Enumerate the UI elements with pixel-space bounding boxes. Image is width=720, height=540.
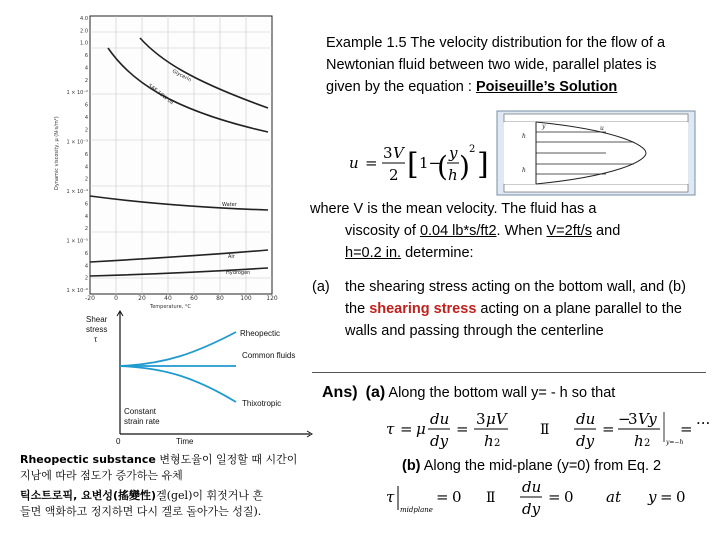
svg-text:=: =: [456, 420, 469, 438]
where-line-2: [310, 220, 690, 242]
part-a-label: (a): [312, 279, 330, 295]
velocity-value: V=2ft/s: [546, 223, 593, 239]
svg-text:y: y: [449, 144, 458, 162]
diagram-label-u: u: [600, 125, 604, 132]
ans-a-label: (a): [365, 384, 386, 401]
svg-text:μ: μ: [416, 420, 426, 438]
svg-text:=: =: [680, 420, 693, 438]
curve-label-hydrogen: Hydrogen: [226, 270, 251, 276]
y-tick-label: 2: [84, 77, 88, 84]
rheopectic-definition: [20, 452, 297, 484]
svg-text:at: at: [606, 488, 621, 506]
svg-text:=: =: [602, 420, 615, 438]
svg-text:τ: τ: [386, 420, 395, 438]
rheology-chart: [76, 308, 316, 448]
y-tick-label: 2.0: [80, 28, 88, 35]
thixotropic-def-2: 들면 액화하고 정지하면 다시 겔로 돌아가는 성질).: [20, 505, 262, 518]
svg-text:du: du: [576, 410, 596, 428]
where-line-3: [310, 242, 690, 264]
svg-text:Vy: Vy: [638, 410, 657, 428]
x-tick-label: 100: [240, 295, 252, 302]
svg-text:=: =: [436, 488, 449, 506]
svg-text:−: −: [618, 410, 631, 428]
svg-text:=: =: [660, 488, 673, 506]
y-tick-label: 4.0: [80, 16, 88, 22]
rheology-y-label-3: τ: [94, 335, 98, 344]
viscosity-x-axis-label: Temperature, °C: [150, 304, 191, 310]
rheology-x-label: Time: [176, 437, 194, 446]
x-tick-label: 40: [164, 295, 172, 302]
diagram-label-h-top: h: [522, 133, 526, 140]
svg-text:3: 3: [476, 410, 486, 428]
svg-text:2: 2: [469, 144, 476, 155]
viscosity-value: 0.04 lb*s/ft2: [419, 223, 497, 239]
rheopectic-term: Rheopectic substance: [20, 453, 156, 466]
y-tick-label: 4: [84, 114, 88, 121]
ans-a-text: Along the bottom wall y= - h so that: [385, 385, 616, 401]
part-a-text: [345, 276, 690, 342]
y-tick-label: 6: [84, 102, 88, 109]
svg-text:2: 2: [389, 166, 399, 184]
svg-text:=: =: [400, 420, 413, 438]
diagram-label-h-bottom: h: [522, 167, 526, 174]
svg-text:0: 0: [564, 488, 574, 506]
svg-text:3: 3: [383, 144, 393, 162]
y-tick-label: 4: [84, 65, 88, 72]
rheopectic-def-2: 지남에 따라 점도가 증가하는 유체: [20, 469, 183, 482]
thixotropic-definition: [20, 488, 263, 520]
viscosity-prefix: viscosity of: [345, 223, 420, 239]
y-tick-label: 1 × 10⁻⁵: [66, 238, 88, 245]
x-tick-label: 60: [190, 295, 198, 302]
part-a-text-1: the shearing stress acting on the bottom wall, and (b) the: [345, 279, 686, 317]
y-tick-label: 6: [84, 201, 88, 208]
svg-text:0: 0: [452, 488, 462, 506]
rheology-origin: 0: [116, 437, 121, 446]
svg-text:h: h: [448, 166, 458, 184]
shearing-stress-highlight: shearing stress: [369, 301, 477, 317]
svg-text:]: ]: [477, 147, 489, 182]
svg-text:=: =: [365, 154, 378, 172]
problem-parameters: [310, 198, 690, 264]
rheopectic-curve: [120, 332, 236, 366]
rheopectic-def-1: 변형도율이 일정할 때 시간이: [155, 453, 298, 466]
svg-text:dy: dy: [430, 432, 449, 450]
part-a-text-2: acting on a plane parallel to the walls and passing through the centerline: [345, 301, 682, 339]
y-tick-label: 1 × 10⁻⁶: [66, 288, 88, 294]
svg-text:midplane: midplane: [400, 506, 433, 514]
rheology-curve-thixotropic: Thixotropic: [242, 399, 282, 408]
svg-text:dy: dy: [522, 500, 541, 518]
and-text: and: [592, 223, 621, 239]
y-tick-label: 4: [84, 213, 88, 220]
viscosity-y-axis-label: Dynamic viscosity, μ (N·s/m²): [54, 116, 60, 190]
midplane-shear-stress-equation: [380, 474, 710, 522]
determine-text: determine:: [401, 245, 474, 261]
example-number: Example 1.5: [326, 35, 407, 51]
y-tick-label: 1 × 10⁻⁴: [66, 189, 88, 196]
rheology-note-1: Constant: [124, 407, 157, 416]
divider-line: [312, 372, 706, 373]
svg-text:h: h: [484, 432, 494, 450]
curve-label-water: Water: [222, 202, 237, 208]
y-tick-label: 4: [84, 263, 88, 270]
wall-shear-stress-equation: [380, 406, 710, 452]
y-tick-label: 6: [84, 152, 88, 158]
svg-text:=: =: [548, 488, 561, 506]
rheology-note-2: strain rate: [124, 417, 160, 426]
svg-text:3: 3: [628, 410, 638, 428]
svg-text:V: V: [393, 144, 404, 162]
example-paragraph: [326, 32, 686, 98]
svg-text:...: ...: [696, 410, 711, 428]
svg-text:2: 2: [644, 438, 651, 449]
answer-part-b: [402, 458, 661, 474]
thixotropic-term: 틱소트로픽, 요변성(搖變性): [20, 489, 157, 502]
when-text: . When: [496, 223, 547, 239]
svg-text:Ⅱ: Ⅱ: [540, 422, 550, 438]
x-tick-label: 20: [138, 295, 146, 302]
svg-text:h: h: [634, 432, 644, 450]
poiseuille-solution-label: Poiseuille’s Solution: [475, 79, 618, 95]
y-tick-label: 6: [84, 53, 88, 60]
svg-text:du: du: [430, 410, 450, 428]
svg-text:1−: 1−: [419, 154, 442, 172]
thixotropic-def-1: 겔(gel)이 휘젓거나 흔: [156, 489, 264, 502]
answer-heading: [322, 384, 615, 402]
y-tick-label: 2: [84, 176, 88, 183]
y-tick-labels: [66, 16, 88, 294]
x-tick-label: 80: [216, 295, 224, 302]
y-tick-label: 4: [84, 164, 88, 171]
thixotropic-curve: [120, 366, 236, 402]
diagram-label-y: y: [542, 123, 546, 130]
viscosity-temperature-chart: [0, 0, 300, 310]
curve-label-sae-oil: SAE 10W oil: [146, 82, 175, 107]
y-tick-label: 2: [84, 275, 88, 282]
y-tick-label: 1 × 10⁻³: [66, 139, 88, 146]
svg-text:(: (: [437, 150, 448, 183]
x-tick-label: 120: [266, 295, 278, 302]
svg-text:0: 0: [676, 488, 686, 506]
ans-label: Ans): [322, 384, 358, 401]
svg-text:τ: τ: [386, 488, 395, 506]
y-tick-label: 6: [84, 250, 88, 257]
svg-text:2: 2: [494, 438, 501, 449]
where-line-1: where V is the mean velocity. The fluid has a: [310, 201, 597, 217]
svg-text:dy: dy: [576, 432, 595, 450]
part-b-text: Along the mid-plane (y=0) from Eq. 2: [420, 458, 662, 474]
svg-text:): ): [459, 150, 470, 183]
part-b-label: (b): [402, 458, 421, 474]
curve-label-air: Air: [228, 254, 235, 260]
velocity-equation: [345, 136, 495, 192]
y-tick-label: 1 × 10⁻²: [66, 90, 88, 97]
y-tick-label: 2: [84, 127, 88, 134]
svg-text:Ⅱ: Ⅱ: [486, 490, 496, 506]
svg-text:[: [: [407, 147, 419, 182]
x-tick-label: -20: [85, 295, 95, 302]
svg-text:u: u: [349, 154, 359, 172]
example-text: The velocity distribution for the flow of a Newtonian fluid between two wide, parallel plates is given by the equation :: [326, 35, 666, 95]
rheology-curve-common: Common fluids: [242, 351, 296, 360]
rheology-y-label-2: stress: [86, 325, 108, 334]
svg-text:μV: μV: [486, 410, 507, 428]
svg-text:y=−h: y=−h: [666, 439, 684, 446]
x-tick-labels: [85, 295, 278, 302]
svg-text:y: y: [648, 488, 657, 506]
rheology-y-label-1: Shear: [86, 315, 108, 324]
x-tick-label: 0: [114, 295, 118, 302]
height-value: h=0.2 in.: [345, 245, 402, 261]
y-tick-label: 2: [84, 226, 88, 233]
parallel-plates-diagram: [496, 110, 696, 196]
svg-text:du: du: [522, 478, 542, 496]
curve-label-glycerin: Glycerin: [171, 68, 193, 84]
y-tick-label: 1.0: [80, 40, 88, 47]
rheology-curve-rheopectic: Rheopectic: [240, 329, 281, 338]
